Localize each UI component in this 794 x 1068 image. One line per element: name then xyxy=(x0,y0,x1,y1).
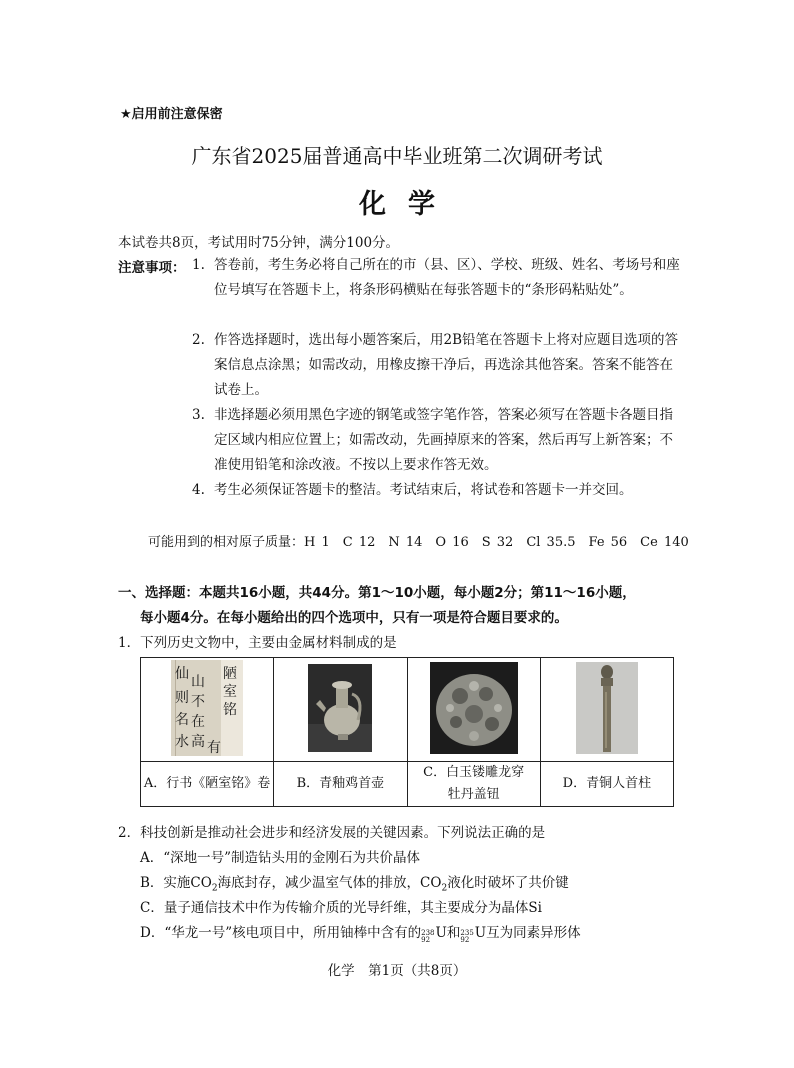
option-b-text: 液化时破坏了共价键 xyxy=(447,875,569,891)
note-text: 非选择题必须用黑色字迹的钢笔或签字笔作答，答案必须写在答题卡各题目指定区域内相应位置上；如需改动，先画掉原来的答案，然后再写上新答案；不准使用铅笔和涂改液。不按以上要求作答无效。 xyxy=(214,407,673,473)
confidential-notice: ★启用前注意保密 xyxy=(120,107,223,122)
subscript: 2 xyxy=(441,883,448,894)
calligraphy-char: 不 xyxy=(191,693,206,710)
question-2-stem: 2．科技创新是推动社会进步和经济发展的关键因素。下列说法正确的是 xyxy=(118,825,546,841)
option-b-text: B．实施CO xyxy=(140,875,212,891)
exam-intro: 本试卷共8页，考试用时75分钟，满分100分。 xyxy=(118,235,400,251)
section-heading-line2: 每小题4分。在每小题给出的四个选项中，只有一项是符合题目要求的。 xyxy=(140,610,568,626)
calligraphy-char: 室 xyxy=(223,683,238,700)
bronze-pillar-image xyxy=(576,662,638,754)
calligraphy-char: 则 xyxy=(175,689,190,706)
question-1-stem: 1．下列历史文物中，主要由金属材料制成的是 xyxy=(118,635,397,651)
exam-title: 广东省2025届普通高中毕业班第二次调研考试 xyxy=(191,144,603,168)
calligraphy-char: 在 xyxy=(191,713,206,730)
isotope-notation: 238 92 xyxy=(421,929,435,944)
question-2-option-d xyxy=(140,921,581,944)
relic-image-cell xyxy=(141,658,274,762)
question-2-option-c: C．量子通信技术中作为传输介质的光导纤维，其主要成分为晶体Si xyxy=(140,900,542,916)
option-b-label: B．青釉鸡首壶 xyxy=(274,762,407,807)
relic-image-cell xyxy=(540,658,673,762)
celadon-ewer-image xyxy=(308,664,372,752)
question-2-option-b xyxy=(140,871,569,894)
note-number: 1. xyxy=(192,257,205,273)
page-footer: 化学 第1页（共8页） xyxy=(327,963,467,979)
note-item xyxy=(192,403,680,478)
notes-label: 注意事项： xyxy=(118,260,186,276)
relics-table xyxy=(140,657,674,807)
note-item xyxy=(192,478,680,503)
relic-image-cell xyxy=(407,658,540,762)
isotope-notation: 235 92 xyxy=(460,929,474,944)
option-d-text: 和 xyxy=(446,925,461,941)
option-d-label: D．青铜人首柱 xyxy=(540,762,673,807)
note-text: 作答选择题时，选出每小题答案后，用2B铅笔在答题卡上将对应题目选项的答案信息点涂黑；如需改动，用橡皮擦干净后，再选涂其他答案。答案不能答在试卷上。 xyxy=(214,332,679,398)
calligraphy-char: 高 xyxy=(191,733,206,750)
note-number: 4. xyxy=(192,482,205,498)
calligraphy-char: 名 xyxy=(175,711,190,728)
note-text: 考生必须保证答题卡的整洁。考试结束后，将试卷和答题卡一并交回。 xyxy=(214,482,633,498)
calligraphy-char: 铭 xyxy=(223,701,238,718)
calligraphy-char: 山 xyxy=(191,673,206,690)
calligraphy-char: 陋 xyxy=(223,665,238,682)
calligraphy-char: 水 xyxy=(175,733,190,750)
option-d-text: U互为同素异形体 xyxy=(474,925,581,941)
note-item xyxy=(192,253,680,303)
section-heading xyxy=(118,581,678,631)
option-d-text: D．“华龙一号”核电项目中，所用铀棒中含有的 xyxy=(140,925,422,941)
jade-carving-image xyxy=(430,662,518,754)
note-number: 3. xyxy=(192,407,205,423)
option-b-text: 海底封存，减少温室气体的排放，CO xyxy=(217,875,442,891)
atomic-masses: 可能用到的相对原子质量：H 1 C 12 N 14 O 16 S 32 Cl 35.5 Fe 56 Ce 140 xyxy=(148,535,689,550)
subscript: 2 xyxy=(211,883,218,894)
calligraphy-scroll-image xyxy=(171,660,243,756)
question-2-option-a: A．“深地一号”制造钻头用的金刚石为共价晶体 xyxy=(140,850,421,866)
section-heading-line1: 一、选择题：本题共16小题，共44分。第1～10小题，每小题2分；第11～16小题， xyxy=(118,585,636,601)
note-number: 2. xyxy=(192,332,205,348)
note-text: 答卷前，考生务必将自己所在的市（县、区）、学校、班级、姓名、考场号和座位号填写在答题卡上，将条形码横贴在每张答题卡的“条形码粘贴处”。 xyxy=(214,257,680,298)
subject-title: 化学 xyxy=(359,189,457,220)
calligraphy-char: 仙 xyxy=(175,665,190,682)
calligraphy-char: 有 xyxy=(207,739,222,756)
note-item xyxy=(192,328,680,403)
relic-image-cell xyxy=(274,658,407,762)
option-c-label: C．白玉镂雕龙穿牡丹盖钮 xyxy=(407,762,540,807)
option-a-label: A．行书《陋室铭》卷 xyxy=(141,762,274,807)
element-symbol: U xyxy=(435,925,447,941)
